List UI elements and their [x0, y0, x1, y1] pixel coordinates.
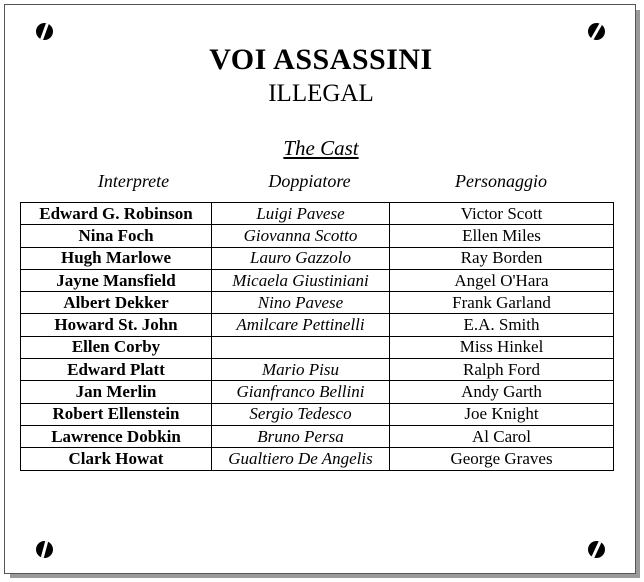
dubber-cell: Gianfranco Bellini [212, 381, 390, 403]
actor-cell: Jayne Mansfield [21, 269, 212, 291]
character-cell: Angel O'Hara [390, 269, 614, 291]
cast-table [20, 202, 614, 471]
character-cell: Andy Garth [390, 381, 614, 403]
table-row [21, 359, 614, 381]
actor-cell: Nina Foch [21, 225, 212, 247]
dubber-cell: Mario Pisu [212, 359, 390, 381]
table-row [21, 425, 614, 447]
character-cell: Ray Borden [390, 247, 614, 269]
table-row [21, 203, 614, 225]
screw-icon [588, 541, 605, 558]
character-cell: E.A. Smith [390, 314, 614, 336]
table-row [21, 336, 614, 358]
dubber-cell: Nino Pavese [212, 292, 390, 314]
actor-cell: Jan Merlin [21, 381, 212, 403]
character-cell: Victor Scott [390, 203, 614, 225]
character-cell: Frank Garland [390, 292, 614, 314]
dubber-cell: Amilcare Pettinelli [212, 314, 390, 336]
actor-cell: Edward G. Robinson [21, 203, 212, 225]
actor-cell: Lawrence Dobkin [21, 425, 212, 447]
table-row [21, 225, 614, 247]
actor-cell: Hugh Marlowe [21, 247, 212, 269]
actor-cell: Albert Dekker [21, 292, 212, 314]
film-original-title: ILLEGAL [268, 80, 374, 107]
header-personaggio: Personaggio [455, 171, 547, 191]
actor-cell: Ellen Corby [21, 336, 212, 358]
character-cell: Al Carol [390, 425, 614, 447]
character-cell: Ralph Ford [390, 359, 614, 381]
dubber-cell: Giovanna Scotto [212, 225, 390, 247]
dubber-cell: Luigi Pavese [212, 203, 390, 225]
dubber-cell: Micaela Giustiniani [212, 269, 390, 291]
screw-icon [36, 23, 53, 40]
dubber-cell: Gualtiero De Angelis [212, 448, 390, 470]
actor-cell: Edward Platt [21, 359, 212, 381]
header-interprete: Interprete [97, 171, 170, 191]
table-row [21, 269, 614, 291]
table-row [21, 314, 614, 336]
actor-cell: Clark Howat [21, 448, 212, 470]
table-row [21, 292, 614, 314]
table-row [21, 381, 614, 403]
character-cell: George Graves [390, 448, 614, 470]
dubber-cell: Bruno Persa [212, 425, 390, 447]
table-row [21, 448, 614, 470]
dubber-cell: Sergio Tedesco [212, 403, 390, 425]
cast-plaque [4, 4, 636, 574]
character-cell: Ellen Miles [390, 225, 614, 247]
actor-cell: Robert Ellenstein [21, 403, 212, 425]
table-row [21, 247, 614, 269]
screw-icon [588, 23, 605, 40]
cast-heading: The Cast [283, 136, 359, 160]
character-cell: Miss Hinkel [390, 336, 614, 358]
dubber-cell: Lauro Gazzolo [212, 247, 390, 269]
header-doppiatore: Doppiatore [268, 171, 351, 191]
dubber-cell [212, 336, 390, 358]
character-cell: Joe Knight [390, 403, 614, 425]
screw-icon [36, 541, 53, 558]
table-row [21, 403, 614, 425]
actor-cell: Howard St. John [21, 314, 212, 336]
film-title: VOI ASSASSINI [209, 43, 433, 76]
cast-column-headers [20, 171, 614, 195]
